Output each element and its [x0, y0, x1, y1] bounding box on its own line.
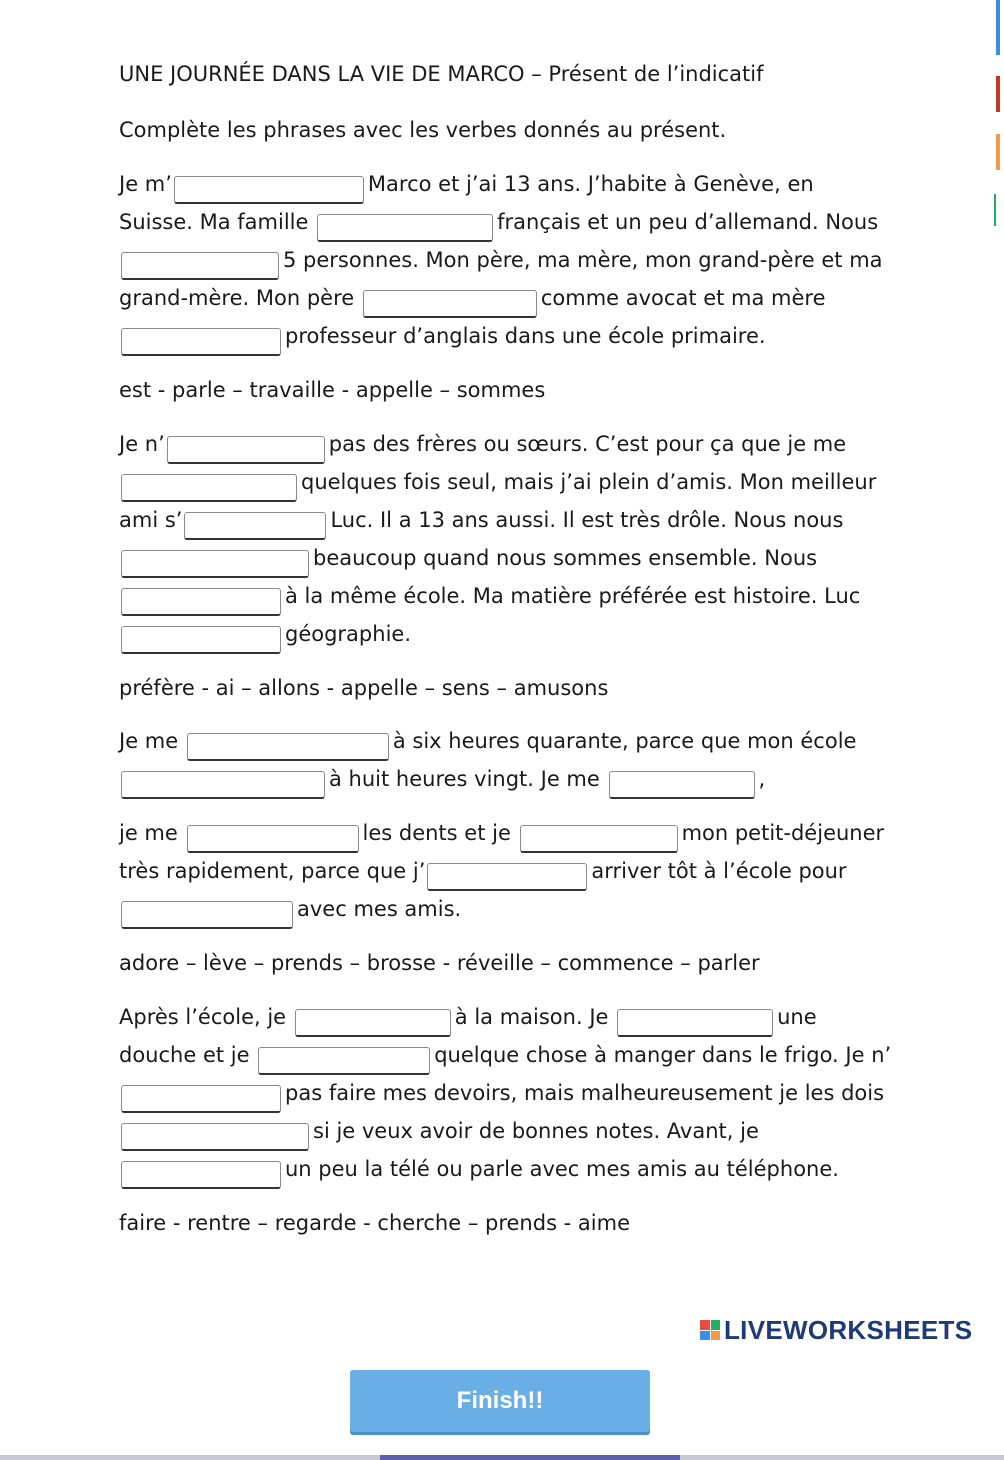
answer-input-10[interactable] — [121, 588, 281, 616]
paragraph-text: pas faire mes devoirs, mais malheureusement je les dois — [285, 1080, 885, 1105]
paragraph-text: Je n’ — [119, 431, 165, 456]
answer-input-20[interactable] — [617, 1009, 773, 1037]
paragraph-1 — [119, 166, 894, 356]
answer-input-23[interactable] — [121, 1123, 309, 1151]
paragraph-text: comme avocat et ma mère — [540, 286, 826, 311]
answer-input-11[interactable] — [121, 626, 281, 654]
paragraph-text: , — [758, 767, 766, 792]
paragraph-text: beaucoup quand nous sommes ensemble. Nous — [313, 545, 818, 570]
paragraph-text: arriver tôt à l’école pour — [591, 859, 847, 884]
answer-input-19[interactable] — [295, 1009, 451, 1037]
edge-tab-blue[interactable] — [996, 0, 1000, 55]
paragraph-text: français et un peu d’allemand. Nous — [497, 210, 879, 235]
verb-bank-1: est - parle – travaille - appelle – sommes — [119, 378, 546, 403]
answer-input-8[interactable] — [184, 512, 326, 540]
paragraph-text: à six heures quarante, parce que mon école — [392, 729, 857, 754]
bottom-scroll-accent — [380, 1455, 680, 1460]
answer-input-21[interactable] — [258, 1047, 430, 1075]
paragraph-text: Je me — [119, 729, 179, 754]
logo-square — [711, 1320, 721, 1330]
answer-input-9[interactable] — [121, 550, 309, 578]
answer-input-15[interactable] — [187, 825, 359, 853]
paragraph-text: Je m’ — [119, 172, 172, 197]
edge-tab-orange[interactable] — [996, 134, 1000, 170]
verb-bank-4: faire - rentre – regarde - cherche – prends - aime — [119, 1210, 631, 1235]
paragraph-text: Marco et j’ai 13 ans. J’habite à Genève, en Suisse. Ma famille — [119, 172, 814, 235]
paragraph-text: une douche et je — [119, 1004, 817, 1067]
paragraph-text: un peu la télé ou parle avec mes amis au téléphone. — [285, 1156, 839, 1181]
liveworksheets-logo[interactable] — [700, 1314, 972, 1346]
worksheet-content — [119, 56, 894, 1259]
paragraph-text: les dents et je — [362, 821, 511, 846]
paragraph-text: pas des frères ou sœurs. C’est pour ça que je me — [328, 431, 847, 456]
paragraph-3 — [119, 723, 894, 799]
logo-square — [711, 1331, 721, 1341]
answer-input-18[interactable] — [121, 901, 293, 929]
verb-bank-2: préfère - ai – allons - appelle – sens – amusons — [119, 675, 609, 700]
edge-tab-green[interactable] — [994, 194, 1000, 226]
logo-text: LIVEWORKSHEETS — [724, 1314, 973, 1345]
paragraph-text: Luc. Il a 13 ans aussi. Il est très drôle. Nous nous — [330, 507, 844, 532]
paragraph-text: à la même école. Ma matière préférée est histoire. Luc — [285, 583, 861, 608]
answer-input-12[interactable] — [187, 733, 389, 761]
answer-input-14[interactable] — [609, 771, 755, 799]
paragraph-text: géographie. — [285, 621, 411, 646]
paragraph-3b — [119, 815, 894, 929]
paragraph-2 — [119, 426, 894, 654]
bottom-scroll-strip — [0, 1455, 1004, 1460]
answer-input-16[interactable] — [520, 825, 678, 853]
paragraph-text: Après l’école, je — [119, 1004, 287, 1029]
paragraph-text: 5 personnes. Mon père, ma mère, mon grand-père et ma grand-mère. Mon père — [119, 248, 883, 311]
edge-tab-red[interactable] — [996, 76, 1000, 112]
finish-button[interactable]: Finish!! — [350, 1370, 650, 1432]
answer-input-24[interactable] — [121, 1161, 281, 1189]
answer-input-7[interactable] — [121, 474, 297, 502]
paragraph-text: avec mes amis. — [297, 897, 462, 922]
worksheet-title: UNE JOURNÉE DANS LA VIE DE MARCO – Présent de l’indicatif — [119, 62, 764, 86]
answer-input-1[interactable] — [174, 176, 364, 204]
answer-input-6[interactable] — [167, 436, 325, 464]
paragraph-text: à huit heures vingt. Je me — [329, 767, 600, 792]
answer-input-17[interactable] — [427, 863, 587, 891]
logo-square — [700, 1320, 710, 1330]
paragraph-text: à la maison. Je — [454, 1004, 609, 1029]
paragraph-text: mon petit-déjeuner très rapidement, parce que j’ — [119, 821, 885, 884]
liveworksheets-logo-icon — [700, 1320, 720, 1340]
paragraph-text: quelques fois seul, mais j’ai plein d’amis. Mon meilleur ami s’ — [119, 469, 877, 532]
worksheet-instruction: Complète les phrases avec les verbes donnés au présent. — [119, 117, 727, 142]
paragraph-text: quelque chose à manger dans le frigo. Je n’ — [434, 1042, 892, 1067]
answer-input-2[interactable] — [317, 214, 493, 242]
logo-square — [700, 1331, 710, 1341]
paragraph-text: si je veux avoir de bonnes notes. Avant, je — [313, 1118, 759, 1143]
answer-input-4[interactable] — [363, 290, 537, 318]
paragraph-text: professeur d’anglais dans une école primaire. — [285, 324, 766, 349]
answer-input-22[interactable] — [121, 1085, 281, 1113]
answer-input-5[interactable] — [121, 328, 281, 356]
answer-input-13[interactable] — [121, 771, 325, 799]
verb-bank-3: adore – lève – prends – brosse - réveille – commence – parler — [119, 951, 760, 976]
answer-input-3[interactable] — [121, 252, 279, 280]
paragraph-text: je me — [119, 821, 178, 846]
paragraph-4 — [119, 999, 894, 1189]
